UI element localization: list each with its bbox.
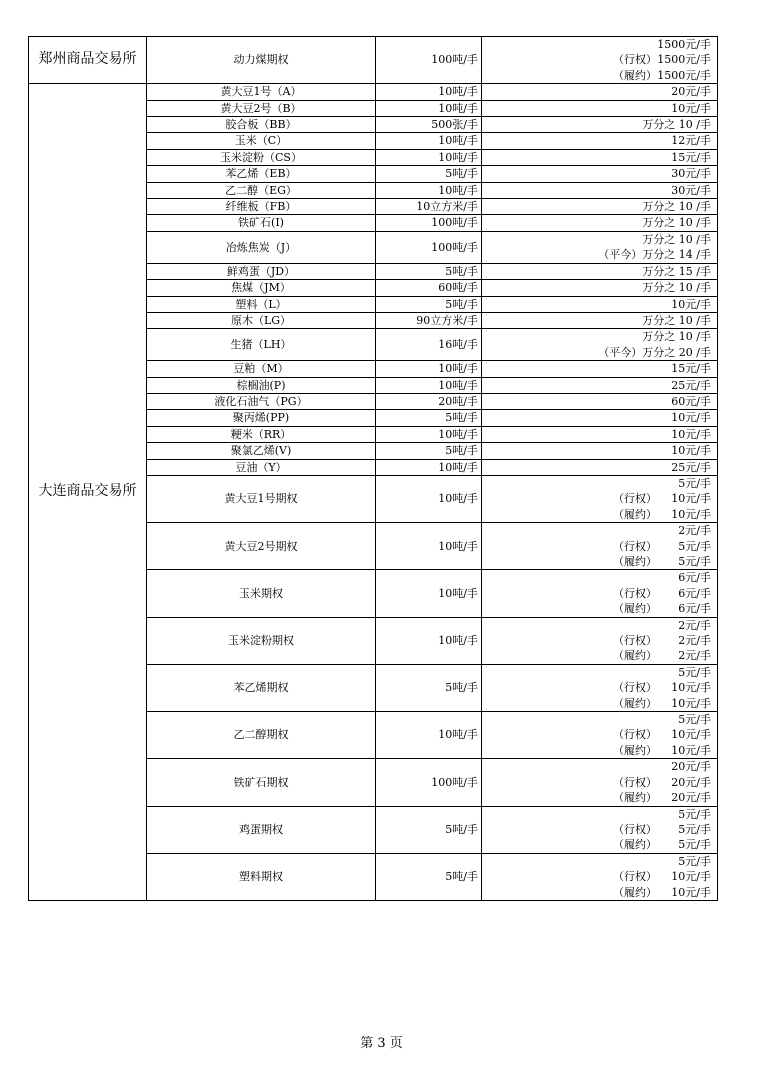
fee-cell bbox=[482, 37, 718, 84]
fee-line-value: 万分之 10 /手 bbox=[642, 200, 711, 214]
contract-unit: 100吨/手 bbox=[376, 231, 482, 263]
fee-cell bbox=[482, 426, 718, 442]
fee-line-value: 万分之 10 /手 bbox=[642, 216, 711, 230]
contract-unit: 10吨/手 bbox=[376, 426, 482, 442]
contract-unit: 16吨/手 bbox=[376, 329, 482, 361]
fee-line-value: 30元/手 bbox=[671, 183, 711, 197]
fee-line-value: 6元/手 bbox=[678, 586, 711, 600]
product-name: 生猪（LH） bbox=[147, 329, 376, 361]
fee-line bbox=[485, 539, 714, 554]
fee-cell bbox=[482, 215, 718, 231]
fee-line-value: 10元/手 bbox=[671, 444, 711, 458]
product-name: 聚丙烯(PP) bbox=[147, 410, 376, 426]
fee-cell bbox=[482, 664, 718, 711]
fee-line bbox=[485, 727, 714, 742]
fee-line-value: 10元/手 bbox=[671, 411, 711, 425]
fee-line-value: 10元/手 bbox=[671, 681, 711, 695]
fee-cell bbox=[482, 443, 718, 459]
fee-line-value: 6元/手 bbox=[678, 571, 711, 585]
fee-line-value: （平今）万分之 14 /手 bbox=[598, 248, 711, 262]
fee-line-value: 25元/手 bbox=[671, 460, 711, 474]
fee-line-value: 万分之 10 /手 bbox=[642, 330, 711, 344]
fee-line bbox=[485, 822, 714, 837]
fee-line-label: （履约） bbox=[613, 696, 657, 710]
product-name: 玉米期权 bbox=[147, 570, 376, 617]
exchange-name-dalian: 大连商品交易所 bbox=[29, 84, 147, 901]
fee-line bbox=[485, 790, 714, 805]
fee-line bbox=[485, 117, 714, 132]
fee-line bbox=[485, 665, 714, 680]
fee-cell bbox=[482, 523, 718, 570]
fee-line-label: （履约） bbox=[613, 838, 657, 852]
contract-unit: 10吨/手 bbox=[376, 570, 482, 617]
contract-unit: 10吨/手 bbox=[376, 182, 482, 198]
fee-line-value: 5元/手 bbox=[678, 476, 711, 490]
product-name: 胶合板（BB） bbox=[147, 117, 376, 133]
fee-line-label: （行权） bbox=[613, 728, 657, 742]
fee-line bbox=[485, 84, 714, 99]
fee-line bbox=[485, 133, 714, 148]
fee-line-value: 6元/手 bbox=[678, 602, 711, 616]
fee-line-label: （行权） bbox=[613, 586, 657, 600]
fee-line bbox=[485, 247, 714, 262]
fee-line bbox=[485, 648, 714, 663]
product-name: 玉米淀粉（CS） bbox=[147, 149, 376, 165]
fee-line bbox=[485, 313, 714, 328]
fee-cell bbox=[482, 296, 718, 312]
fee-line-label: （履约） bbox=[613, 743, 657, 757]
contract-unit: 5吨/手 bbox=[376, 664, 482, 711]
fee-line-value: 15元/手 bbox=[671, 362, 711, 376]
product-name: 鸡蛋期权 bbox=[147, 806, 376, 853]
fee-cell bbox=[482, 84, 718, 100]
fee-line bbox=[485, 586, 714, 601]
fee-line-value: 30元/手 bbox=[671, 167, 711, 181]
fee-line bbox=[485, 215, 714, 230]
contract-unit: 10吨/手 bbox=[376, 100, 482, 116]
contract-unit: 10吨/手 bbox=[376, 712, 482, 759]
fee-line bbox=[485, 523, 714, 538]
fee-line-value: 万分之 15 /手 bbox=[642, 264, 711, 278]
product-name: 豆粕（M） bbox=[147, 361, 376, 377]
fee-cell bbox=[482, 393, 718, 409]
fee-line bbox=[485, 633, 714, 648]
fee-line-value: 万分之 10 /手 bbox=[642, 281, 711, 295]
fee-cell bbox=[482, 231, 718, 263]
fee-line bbox=[485, 443, 714, 458]
contract-unit: 5吨/手 bbox=[376, 806, 482, 853]
contract-unit: 10吨/手 bbox=[376, 617, 482, 664]
fee-line-value: 20元/手 bbox=[671, 791, 711, 805]
fee-line-value: 10元/手 bbox=[671, 696, 711, 710]
fee-line-value: 5元/手 bbox=[678, 665, 711, 679]
fee-cell bbox=[482, 759, 718, 806]
fee-line bbox=[485, 101, 714, 116]
fee-line bbox=[485, 345, 714, 360]
fee-line-value: 20元/手 bbox=[671, 85, 711, 99]
fee-line-value: 20元/手 bbox=[671, 760, 711, 774]
fee-line-label: （行权） bbox=[613, 775, 657, 789]
fee-line-label: （履约） bbox=[613, 885, 657, 899]
fee-cell bbox=[482, 459, 718, 475]
fee-cell bbox=[482, 570, 718, 617]
fee-line-value: 5元/手 bbox=[678, 854, 711, 868]
product-name: 液化石油气（PG） bbox=[147, 393, 376, 409]
contract-unit: 90立方米/手 bbox=[376, 312, 482, 328]
fee-line-value: 10元/手 bbox=[671, 885, 711, 899]
product-name: 鲜鸡蛋（JD） bbox=[147, 263, 376, 279]
fee-line-label: （履约） bbox=[613, 602, 657, 616]
fee-line-value: 10元/手 bbox=[671, 297, 711, 311]
fee-line bbox=[485, 618, 714, 633]
product-name: 冶炼焦炭（J） bbox=[147, 231, 376, 263]
fee-line-label: （行权） bbox=[613, 681, 657, 695]
fee-line bbox=[485, 601, 714, 616]
fee-line-value: 万分之 10 /手 bbox=[642, 313, 711, 327]
product-name: 动力煤期权 bbox=[147, 37, 376, 84]
fee-table bbox=[28, 36, 718, 901]
fee-cell bbox=[482, 475, 718, 522]
fee-line-value: 2元/手 bbox=[678, 618, 711, 632]
fee-cell bbox=[482, 133, 718, 149]
fee-line bbox=[485, 199, 714, 214]
product-name: 塑料期权 bbox=[147, 853, 376, 900]
fee-line-label: （行权） bbox=[613, 492, 657, 506]
fee-line bbox=[485, 166, 714, 181]
fee-line bbox=[485, 264, 714, 279]
fee-line bbox=[485, 52, 714, 67]
fee-line-value: 1500元/手 bbox=[657, 38, 711, 51]
fee-line-label: （履约） bbox=[613, 68, 657, 82]
product-name: 黄大豆2号（B） bbox=[147, 100, 376, 116]
fee-line bbox=[485, 37, 714, 52]
product-name: 纤维板（FB） bbox=[147, 199, 376, 215]
product-name: 棕榈油(P) bbox=[147, 377, 376, 393]
fee-cell bbox=[482, 312, 718, 328]
fee-line-value: 25元/手 bbox=[671, 378, 711, 392]
fee-line bbox=[485, 712, 714, 727]
fee-cell bbox=[482, 806, 718, 853]
product-name: 苯乙烯期权 bbox=[147, 664, 376, 711]
fee-line-value: 2元/手 bbox=[678, 634, 711, 648]
fee-line bbox=[485, 329, 714, 344]
fee-line-value: 5元/手 bbox=[678, 539, 711, 553]
contract-unit: 10立方米/手 bbox=[376, 199, 482, 215]
fee-cell bbox=[482, 117, 718, 133]
table-row bbox=[29, 84, 718, 100]
fee-line bbox=[485, 68, 714, 83]
fee-line-value: 15元/手 bbox=[671, 150, 711, 164]
contract-unit: 10吨/手 bbox=[376, 377, 482, 393]
contract-unit: 10吨/手 bbox=[376, 475, 482, 522]
fee-line-value: 5元/手 bbox=[678, 822, 711, 836]
product-name: 黄大豆1号（A） bbox=[147, 84, 376, 100]
contract-unit: 60吨/手 bbox=[376, 280, 482, 296]
fee-line-value: 10元/手 bbox=[671, 427, 711, 441]
product-name: 铁矿石(I) bbox=[147, 215, 376, 231]
fee-line-value: 2元/手 bbox=[678, 649, 711, 663]
fee-line-label: （行权） bbox=[613, 539, 657, 553]
fee-line-label: （履约） bbox=[613, 791, 657, 805]
fee-cell bbox=[482, 329, 718, 361]
fee-line-value: （平今）万分之 20 /手 bbox=[598, 345, 711, 359]
table-row bbox=[29, 37, 718, 84]
contract-unit: 5吨/手 bbox=[376, 296, 482, 312]
fee-line bbox=[485, 427, 714, 442]
fee-line bbox=[485, 743, 714, 758]
fee-line bbox=[485, 232, 714, 247]
fee-cell bbox=[482, 712, 718, 759]
fee-line-value: 5元/手 bbox=[678, 838, 711, 852]
contract-unit: 100吨/手 bbox=[376, 37, 482, 84]
contract-unit: 10吨/手 bbox=[376, 459, 482, 475]
contract-unit: 500张/手 bbox=[376, 117, 482, 133]
fee-line-label: （行权） bbox=[613, 634, 657, 648]
contract-unit: 10吨/手 bbox=[376, 361, 482, 377]
contract-unit: 5吨/手 bbox=[376, 166, 482, 182]
contract-unit: 100吨/手 bbox=[376, 759, 482, 806]
fee-line bbox=[485, 378, 714, 393]
fee-line bbox=[485, 460, 714, 475]
fee-line-label: （履约） bbox=[613, 507, 657, 521]
fee-line bbox=[485, 297, 714, 312]
contract-unit: 5吨/手 bbox=[376, 410, 482, 426]
product-name: 乙二醇期权 bbox=[147, 712, 376, 759]
fee-line bbox=[485, 869, 714, 884]
product-name: 塑料（L） bbox=[147, 296, 376, 312]
contract-unit: 100吨/手 bbox=[376, 215, 482, 231]
product-name: 黄大豆1号期权 bbox=[147, 475, 376, 522]
fee-line-value: 12元/手 bbox=[671, 134, 711, 148]
product-name: 聚氯乙烯(V) bbox=[147, 443, 376, 459]
fee-line-value: 10元/手 bbox=[671, 728, 711, 742]
fee-cell bbox=[482, 199, 718, 215]
fee-line-value: 1500元/手 bbox=[657, 53, 711, 67]
fee-cell bbox=[482, 166, 718, 182]
product-name: 铁矿石期权 bbox=[147, 759, 376, 806]
fee-line bbox=[485, 854, 714, 869]
fee-line bbox=[485, 361, 714, 376]
fee-line bbox=[485, 759, 714, 774]
fee-line bbox=[485, 491, 714, 506]
fee-line-value: 10元/手 bbox=[671, 101, 711, 115]
contract-unit: 5吨/手 bbox=[376, 853, 482, 900]
fee-line bbox=[485, 885, 714, 900]
contract-unit: 5吨/手 bbox=[376, 263, 482, 279]
fee-line bbox=[485, 696, 714, 711]
product-name: 豆油（Y） bbox=[147, 459, 376, 475]
fee-cell bbox=[482, 617, 718, 664]
fee-line-value: 10元/手 bbox=[671, 507, 711, 521]
fee-line-value: 10元/手 bbox=[671, 870, 711, 884]
fee-cell bbox=[482, 182, 718, 198]
fee-line bbox=[485, 476, 714, 491]
fee-line bbox=[485, 554, 714, 569]
fee-line bbox=[485, 507, 714, 522]
product-name: 乙二醇（EG） bbox=[147, 182, 376, 198]
fee-cell bbox=[482, 280, 718, 296]
fee-line-label: （行权） bbox=[613, 53, 657, 67]
contract-unit: 10吨/手 bbox=[376, 133, 482, 149]
fee-line-value: 60元/手 bbox=[671, 394, 711, 408]
fee-line bbox=[485, 410, 714, 425]
fee-line-value: 5元/手 bbox=[678, 555, 711, 568]
fee-line-value: 2元/手 bbox=[678, 524, 711, 538]
fee-cell bbox=[482, 377, 718, 393]
product-name: 玉米（C） bbox=[147, 133, 376, 149]
fee-cell bbox=[482, 361, 718, 377]
contract-unit: 5吨/手 bbox=[376, 443, 482, 459]
contract-unit: 10吨/手 bbox=[376, 149, 482, 165]
fee-line bbox=[485, 837, 714, 852]
product-name: 原木（LG） bbox=[147, 312, 376, 328]
contract-unit: 10吨/手 bbox=[376, 523, 482, 570]
fee-line bbox=[485, 183, 714, 198]
page-number: 第 3 页 bbox=[360, 1036, 403, 1051]
fee-cell bbox=[482, 100, 718, 116]
fee-cell bbox=[482, 263, 718, 279]
fee-line-value: 1500元/手 bbox=[657, 68, 711, 82]
fee-line-value: 5元/手 bbox=[678, 713, 711, 727]
fee-line bbox=[485, 775, 714, 790]
fee-line-label: （行权） bbox=[613, 870, 657, 884]
fee-line-label: （行权） bbox=[613, 822, 657, 836]
fee-line-value: 5元/手 bbox=[678, 807, 711, 821]
fee-line bbox=[485, 570, 714, 585]
fee-cell bbox=[482, 410, 718, 426]
fee-line-value: 万分之 10 /手 bbox=[642, 232, 711, 246]
product-name: 苯乙烯（EB） bbox=[147, 166, 376, 182]
fee-line-value: 10元/手 bbox=[671, 743, 711, 757]
product-name: 焦煤（JM） bbox=[147, 280, 376, 296]
fee-line-label: （履约） bbox=[613, 649, 657, 663]
fee-line bbox=[485, 680, 714, 695]
fee-line bbox=[485, 280, 714, 295]
fee-line-value: 10元/手 bbox=[671, 492, 711, 506]
fee-line bbox=[485, 807, 714, 822]
contract-unit: 10吨/手 bbox=[376, 84, 482, 100]
fee-cell bbox=[482, 853, 718, 900]
fee-line-value: 万分之 10 /手 bbox=[642, 118, 711, 132]
exchange-name-zhengzhou: 郑州商品交易所 bbox=[29, 37, 147, 84]
fee-cell bbox=[482, 149, 718, 165]
product-name: 玉米淀粉期权 bbox=[147, 617, 376, 664]
fee-line bbox=[485, 150, 714, 165]
fee-line-label: （履约） bbox=[613, 555, 657, 568]
product-name: 粳米（RR） bbox=[147, 426, 376, 442]
product-name: 黄大豆2号期权 bbox=[147, 523, 376, 570]
fee-line-value: 20元/手 bbox=[671, 775, 711, 789]
fee-line bbox=[485, 394, 714, 409]
fee-table-body bbox=[29, 37, 718, 901]
contract-unit: 20吨/手 bbox=[376, 393, 482, 409]
